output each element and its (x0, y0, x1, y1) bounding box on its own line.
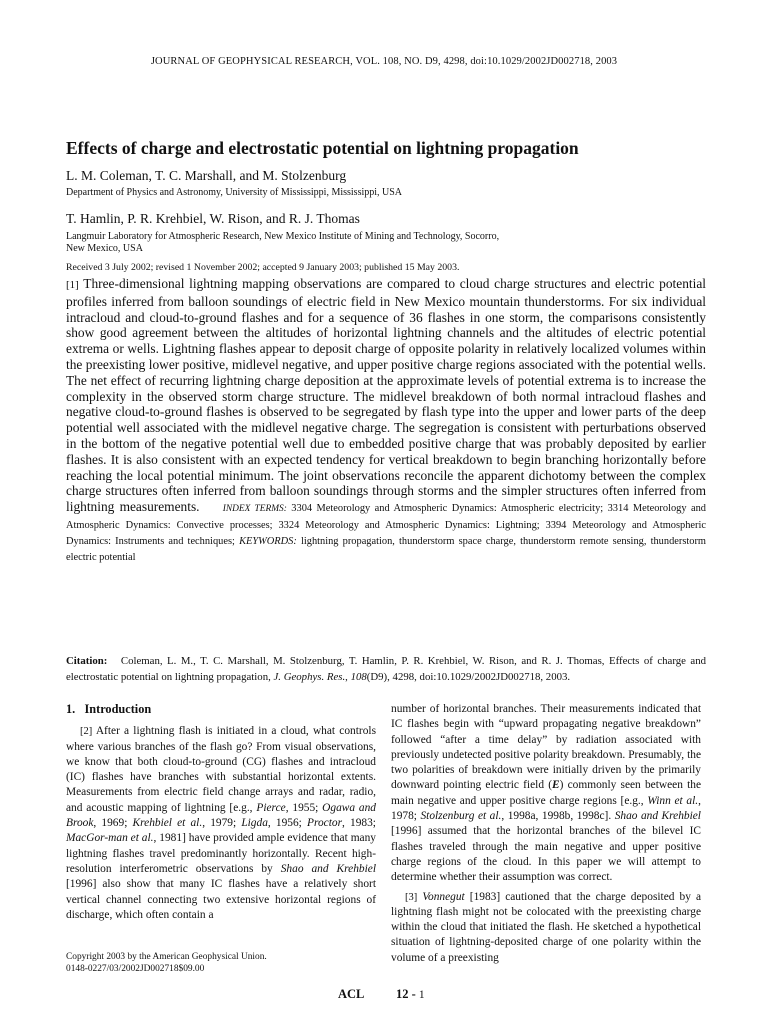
column-right (391, 702, 701, 966)
p2-ref: Pierce (256, 801, 286, 814)
abstract-para-number: [1] (66, 279, 79, 291)
author-group-2: T. Hamlin, P. R. Krehbiel, W. Rison, and R. J. Thomas (66, 211, 360, 226)
p2-ref: Winn et al. (647, 794, 699, 807)
p2-text: , 1956; (267, 817, 302, 830)
p2-ref: Stolzenburg et al. (420, 810, 502, 823)
abstract (66, 276, 706, 564)
p2-text: ) commonly seen between the main negative and upper positive charge regions [e.g., (391, 779, 701, 807)
copyright-line-2: 0148-0227/03/2002JD002718$09.00 (66, 964, 205, 974)
p2-text: After a lightning flash is initiated in a cloud, what controls where various branches of the flash go? From visual observations, we know that both cloud-to-ground (CG) flashes and intracloud (IC) flashes have branches with substantial horizontal extents. Measurements from electric field change arrays and radar, radio, and acoustic mapping of lightning [e.g., (66, 725, 376, 814)
affiliation-2 (66, 231, 666, 255)
p3-text: [1983] cautioned that the charge deposited by a lightning flash might not be colocated with the preexisting charge within the cloud that initiated the flash. He sketched a hypothetical situation of lightning-deposited charge of one polarity within the volume of a preexisting (391, 890, 701, 964)
footer-page-number (396, 987, 425, 1002)
keywords-text: lightning propagation, thunderstorm space charge, thunderstorm remote sensing, thunderstorm electric potential (66, 536, 707, 564)
p2-ref: Ogawa and Brook (66, 801, 377, 830)
paper-title: Effects of charge and electrostatic potential on lightning propagation (66, 138, 579, 158)
paragraph-3-number: [3] (405, 891, 418, 903)
p2-ref: Ligda (241, 817, 268, 830)
citation-volume: 108 (350, 671, 367, 683)
footer-page-num: 1 (418, 989, 425, 1001)
section-heading (66, 702, 376, 717)
index-terms-text: 3304 Meteorology and Atmospheric Dynamics: Atmospheric electricity; 3314 Meteorology and Atmospheric Dynamics: Convective processes; 3324 Meteorology and Atmospheric Dynamics: Lightning; 3394 Meteorology and Atmospheric Dynamics: Instruments and techniques; (66, 503, 706, 548)
p2-text: [1996] assumed that the horizontal branches of the bilevel IC flashes traveled through the main negative and upper positive charge regions of the cloud. In this paper we will attempt to determine whether their assumption was correct. (391, 825, 701, 884)
p2-text: , 1998a, 1998b, 1998c]. (501, 810, 612, 823)
affiliation-1: Department of Physics and Astronomy, University of Mississippi, Mississippi, USA (66, 187, 403, 198)
p2-ref: Krehbiel et al. (132, 817, 203, 830)
paragraph-2-number: [2] (80, 726, 93, 738)
paragraph-2-part-2 (391, 702, 701, 886)
affiliation-2-line-1: Langmuir Laboratory for Atmospheric Research, New Mexico Institute of Mining and Technology, Socorro, (66, 231, 500, 242)
citation-text-after: (D9), 4298, doi:10.1029/2002JD002718, 2003. (366, 671, 571, 683)
citation: Citation: Coleman, L. M., T. C. Marshall, M. Stolzenburg, T. Hamlin, P. R. Krehbiel, W. Rison, and R. J. Thomas, Effects of charge and electrostatic potential on lightning propagation, J. Geophys. Res., 108(D9), 4298, doi:10.1029/2002JD002718, 2003. (66, 655, 706, 683)
p2-ref: Shao and Krehbiel (614, 810, 701, 823)
section-title: Introduction (84, 702, 152, 716)
p2-text: , 1979; (202, 817, 237, 830)
abstract-text: Three-dimensional lightning mapping observations are compared to cloud charge structures and electric potential profiles inferred from balloon soundings of electric field in New Mexico mountain thunderstorms. For six individual intracloud and cloud-to-ground flashes and for a sequence of 36 flashes in one storm, the comparisons consistently show good agreement between the altitudes of horizontal lightning channels and the altitudes of electric potential extrema or wells. Lightning flashes appear to deposit charge of opposite polarity in relatively localized volumes within the preexisting lower positive, midlevel negative, and upper positive charge regions associated with the potential wells. The net effect of recurring lightning charge deposition at the approximate levels of potential extrema is to increase the complexity in the observed storm charge structure. The midlevel breakdown of both normal intracloud flashes and negative cloud-to-ground flashes is observed to be segregated by flash type into the upper and lower parts of the deep potential well associated with the midlevel negative charge. The segregation is consistent with perturbations observed in the bottom of the negative potential well due to embedded positive charge that was probably deposited by earlier flashes. It is also consistent with an expected tendency for vertical breakdown to begin branching horizontally before reaching the local potential minimum. The joint observations reconcile the apparent dichotomy between the complex charge structures often inferred from balloon soundings through storms and the simpler structures often inferred from lightning measurements. (66, 276, 706, 515)
p3-ref: Vonnegut (422, 890, 465, 903)
column-left (66, 702, 377, 974)
copyright-block (66, 951, 267, 975)
p2-text: [1996] also show that many IC flashes have a relatively short vertical channel connecting two extensive horizontal regions of discharge, which often contain a (66, 878, 376, 921)
citation-text-before: Coleman, L. M., T. C. Marshall, M. Stolzenburg, T. Hamlin, P. R. Krehbiel, W. Rison, and R. J. Thomas, Effects of charge and electrostatic potential on lightning propagation, (66, 655, 706, 683)
running-head: JOURNAL OF GEOPHYSICAL RESEARCH, VOL. 108, NO. D9, 4298, doi:10.1029/2002JD002718, 2003 (150, 56, 618, 67)
index-terms-label: INDEX TERMS: (222, 504, 287, 515)
citation-label: Citation: (66, 655, 108, 667)
p2-text: , 1978; (391, 794, 701, 823)
footer-page-prefix: 12 - (396, 987, 416, 1001)
paragraph-3 (391, 890, 701, 966)
paragraph-2-part-1 (66, 724, 376, 923)
p2-text: , 1955; (285, 801, 319, 814)
electric-field-symbol: E (552, 779, 560, 792)
received-dates: Received 3 July 2002; revised 1 November 2002; accepted 9 January 2003; published 15 May 2003. (66, 262, 460, 273)
p2-ref: Shao and Krehbiel (280, 862, 376, 875)
keywords-label: KEYWORDS: (239, 536, 297, 548)
p2-text: , 1981] have provided ample evidence that many lightning flashes travel predominantly horizontally. Recent high-resolution interferometric observations by (66, 832, 376, 875)
p2-ref: Proctor (307, 817, 343, 830)
copyright-line-1: Copyright 2003 by the American Geophysical Union. (66, 952, 267, 962)
p2-text: , 1969; (93, 817, 128, 830)
footer-journal-code: ACL (338, 987, 365, 1001)
affiliation-2-line-2: New Mexico, USA (66, 243, 143, 254)
p2-text: number of horizontal branches. Their measurements indicated that IC flashes begin with “upward propagating negative breakdown” followed “after a time delay” by radiation associated with previously undetected positive polarity breakdown. Presumably, the two polarities of breakdown were initially driven by the primarily downward pointing electric field ( (391, 703, 701, 792)
author-group-1: L. M. Coleman, T. C. Marshall, and M. Stolzenburg (66, 168, 347, 183)
citation-journal: J. Geophys. Res. (273, 671, 346, 683)
section-number: 1. (66, 702, 76, 716)
p2-text: , 1983; (342, 817, 376, 830)
p2-ref: MacGor-man et al. (66, 832, 154, 845)
